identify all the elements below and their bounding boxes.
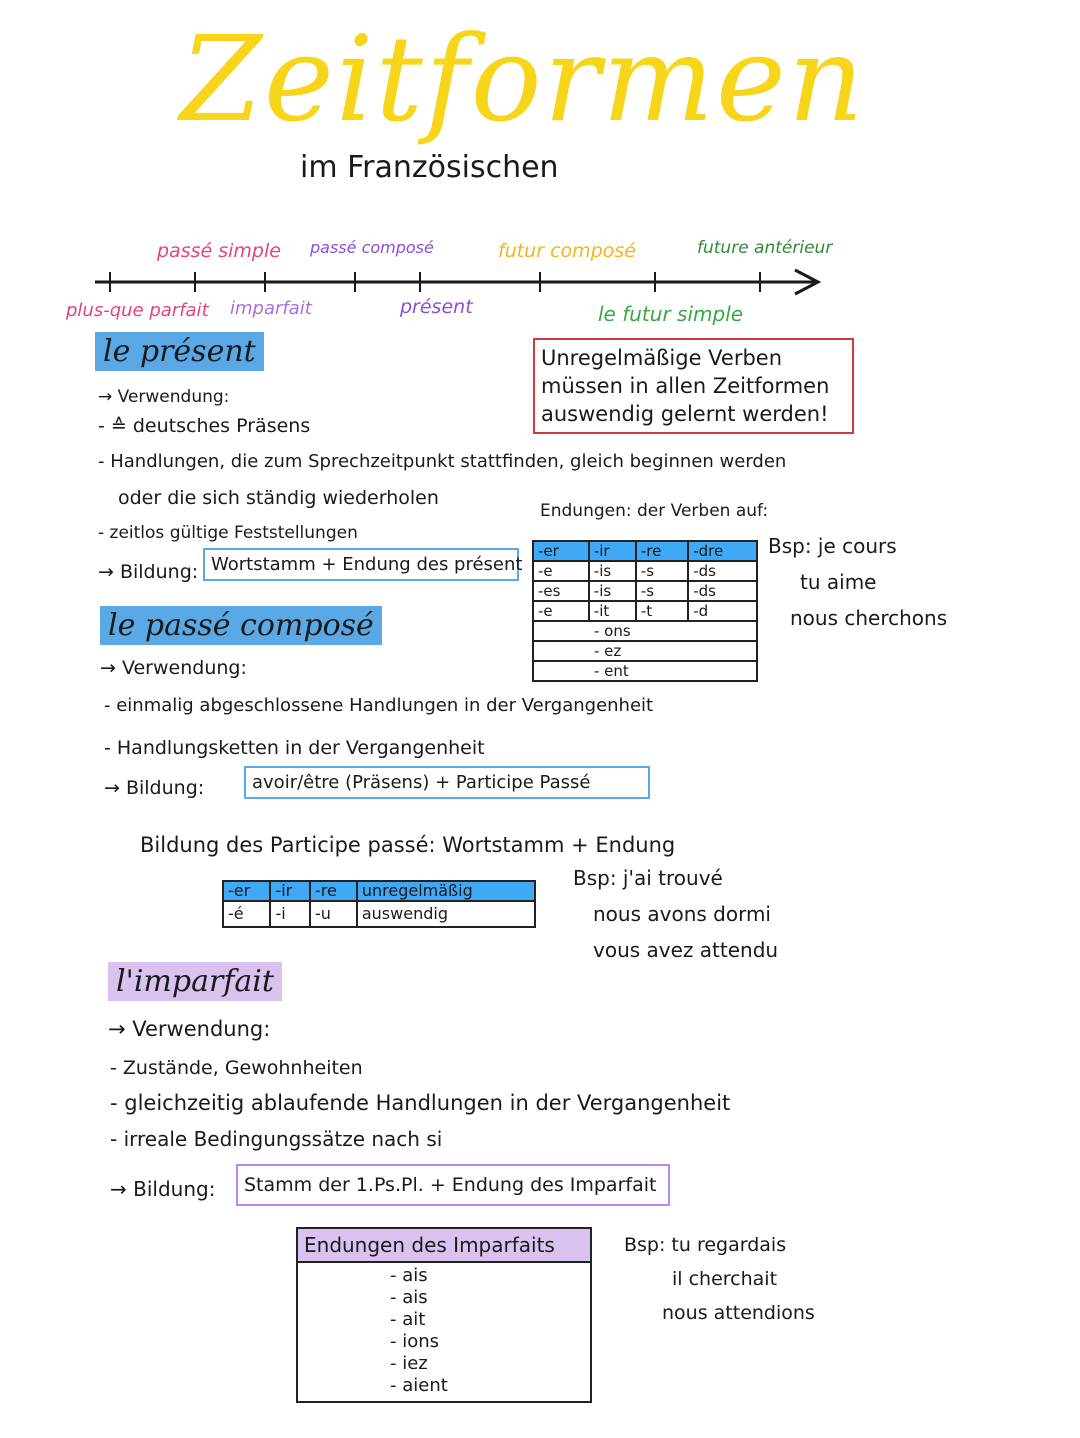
timeline-label-present: présent — [400, 296, 473, 318]
timeline-label-plus-que-parfait: plus-que parfait — [66, 300, 209, 321]
present-bildung-label: → Bildung: — [98, 561, 199, 583]
participe-title: Bildung des Participe passé: Wortstamm + Endung — [140, 833, 676, 857]
table-header: -ir — [270, 881, 309, 901]
table-cell: -e — [533, 601, 589, 621]
table-header: -dre — [688, 541, 757, 561]
imp-verwendung-label: → Verwendung: — [108, 1017, 271, 1041]
timeline-label-passe-compose: passé composé — [310, 238, 434, 257]
table-cell: - ons — [533, 621, 757, 641]
table-cell: -ds — [688, 561, 757, 581]
timeline-label-imparfait: imparfait — [230, 298, 312, 319]
present-bildung-box: Wortstamm + Endung des présent — [203, 548, 519, 581]
example-line: tu aime — [800, 570, 877, 594]
note-line: Unregelmäßige Verben — [541, 346, 783, 370]
table-cell: -is — [589, 581, 636, 601]
table-cell: -u — [310, 901, 357, 927]
ending: - ais — [390, 1265, 428, 1286]
ending: - iez — [390, 1353, 428, 1374]
page-subtitle: im Französischen — [300, 150, 559, 185]
present-verwendung-label: → Verwendung: — [98, 387, 230, 407]
present-endungen-table — [532, 540, 758, 682]
pc-line: - einmalig abgeschlossene Handlungen in der Vergangenheit — [104, 695, 654, 716]
timeline-label-futur-simple: le futur simple — [598, 302, 744, 326]
heading-passe-compose: le passé composé — [100, 606, 382, 645]
example-line: vous avez attendu — [593, 938, 779, 962]
table-cell: -e — [533, 561, 589, 581]
present-line: - ≙ deutsches Präsens — [98, 415, 311, 437]
table-cell: -ds — [688, 581, 757, 601]
table-row — [533, 581, 757, 601]
table-cell: - ez — [533, 641, 757, 661]
table-cell: -es — [533, 581, 589, 601]
example-line: Bsp: je cours — [768, 534, 897, 558]
example-line: nous attendions — [662, 1302, 815, 1324]
imp-bildung-box: Stamm der 1.Ps.Pl. + Endung des Imparfait — [236, 1164, 670, 1206]
table-cell: -i — [270, 901, 309, 927]
table-cell: -d — [688, 601, 757, 621]
imp-line: - gleichzeitig ablaufende Handlungen in der Vergangenheit — [110, 1091, 731, 1115]
table-cell: -is — [589, 561, 636, 581]
present-line: oder die sich ständig wiederholen — [118, 487, 439, 509]
ending: - ait — [390, 1309, 426, 1330]
table-header: -re — [310, 881, 357, 901]
example-line: nous avons dormi — [593, 902, 771, 926]
table-cell: -s — [636, 561, 688, 581]
imp-table-title: Endungen des Imparfaits — [298, 1229, 590, 1263]
note-line: auswendig gelernt werden! — [541, 402, 829, 426]
pc-verwendung-label: → Verwendung: — [100, 657, 247, 679]
present-line: - zeitlos gültige Feststellungen — [98, 523, 358, 543]
irregular-verbs-note — [533, 338, 854, 434]
timeline-label-future-anterieur: future antérieur — [697, 238, 833, 258]
table-cell: -é — [223, 901, 270, 927]
heading-imparfait: l'imparfait — [108, 962, 282, 1001]
pc-line: - Handlungsketten in der Vergangenheit — [104, 737, 485, 759]
imp-line: - Zustände, Gewohnheiten — [110, 1057, 363, 1079]
present-endungen-title: Endungen: der Verben auf: — [540, 501, 769, 521]
participe-table — [222, 880, 536, 928]
imp-endings-table — [296, 1227, 592, 1403]
note-line: müssen in allen Zeitformen — [541, 374, 830, 398]
imp-endings-list — [298, 1263, 590, 1397]
table-header: -ir — [589, 541, 636, 561]
pc-examples — [573, 860, 778, 968]
table-row — [533, 601, 757, 621]
table-cell: - ent — [533, 661, 757, 681]
example-line: nous cherchons — [790, 606, 948, 630]
present-examples — [768, 528, 947, 636]
table-header: -re — [636, 541, 688, 561]
present-line: - Handlungen, die zum Sprechzeitpunkt stattfinden, gleich beginnen werden — [98, 451, 787, 472]
table-header: -er — [533, 541, 589, 561]
heading-present: le présent — [95, 332, 264, 371]
pc-bildung-label: → Bildung: — [104, 777, 205, 799]
table-row — [533, 661, 757, 681]
ending: - ais — [390, 1287, 428, 1308]
table-header: -er — [223, 881, 270, 901]
imp-bildung-label: → Bildung: — [110, 1177, 216, 1201]
imp-examples — [624, 1228, 815, 1330]
table-cell: -it — [589, 601, 636, 621]
example-line: Bsp: tu regardais — [624, 1234, 787, 1256]
table-row — [223, 901, 535, 927]
table-row — [533, 621, 757, 641]
timeline-label-futur-compose: futur composé — [498, 240, 636, 262]
ending: - aient — [390, 1375, 448, 1396]
timeline-label-passe-simple: passé simple — [157, 240, 281, 262]
table-cell: -t — [636, 601, 688, 621]
page-title: Zeitformen — [180, 10, 866, 148]
table-header: unregelmäßig — [357, 881, 535, 901]
pc-bildung-box: avoir/être (Präsens) + Participe Passé — [244, 766, 650, 799]
table-row — [533, 641, 757, 661]
table-row — [533, 561, 757, 581]
example-line: il cherchait — [672, 1268, 778, 1290]
table-cell: auswendig — [357, 901, 535, 927]
example-line: Bsp: j'ai trouvé — [573, 866, 723, 890]
table-cell: -s — [636, 581, 688, 601]
imp-line: - irreale Bedingungssätze nach si — [110, 1127, 443, 1151]
ending: - ions — [390, 1331, 440, 1352]
